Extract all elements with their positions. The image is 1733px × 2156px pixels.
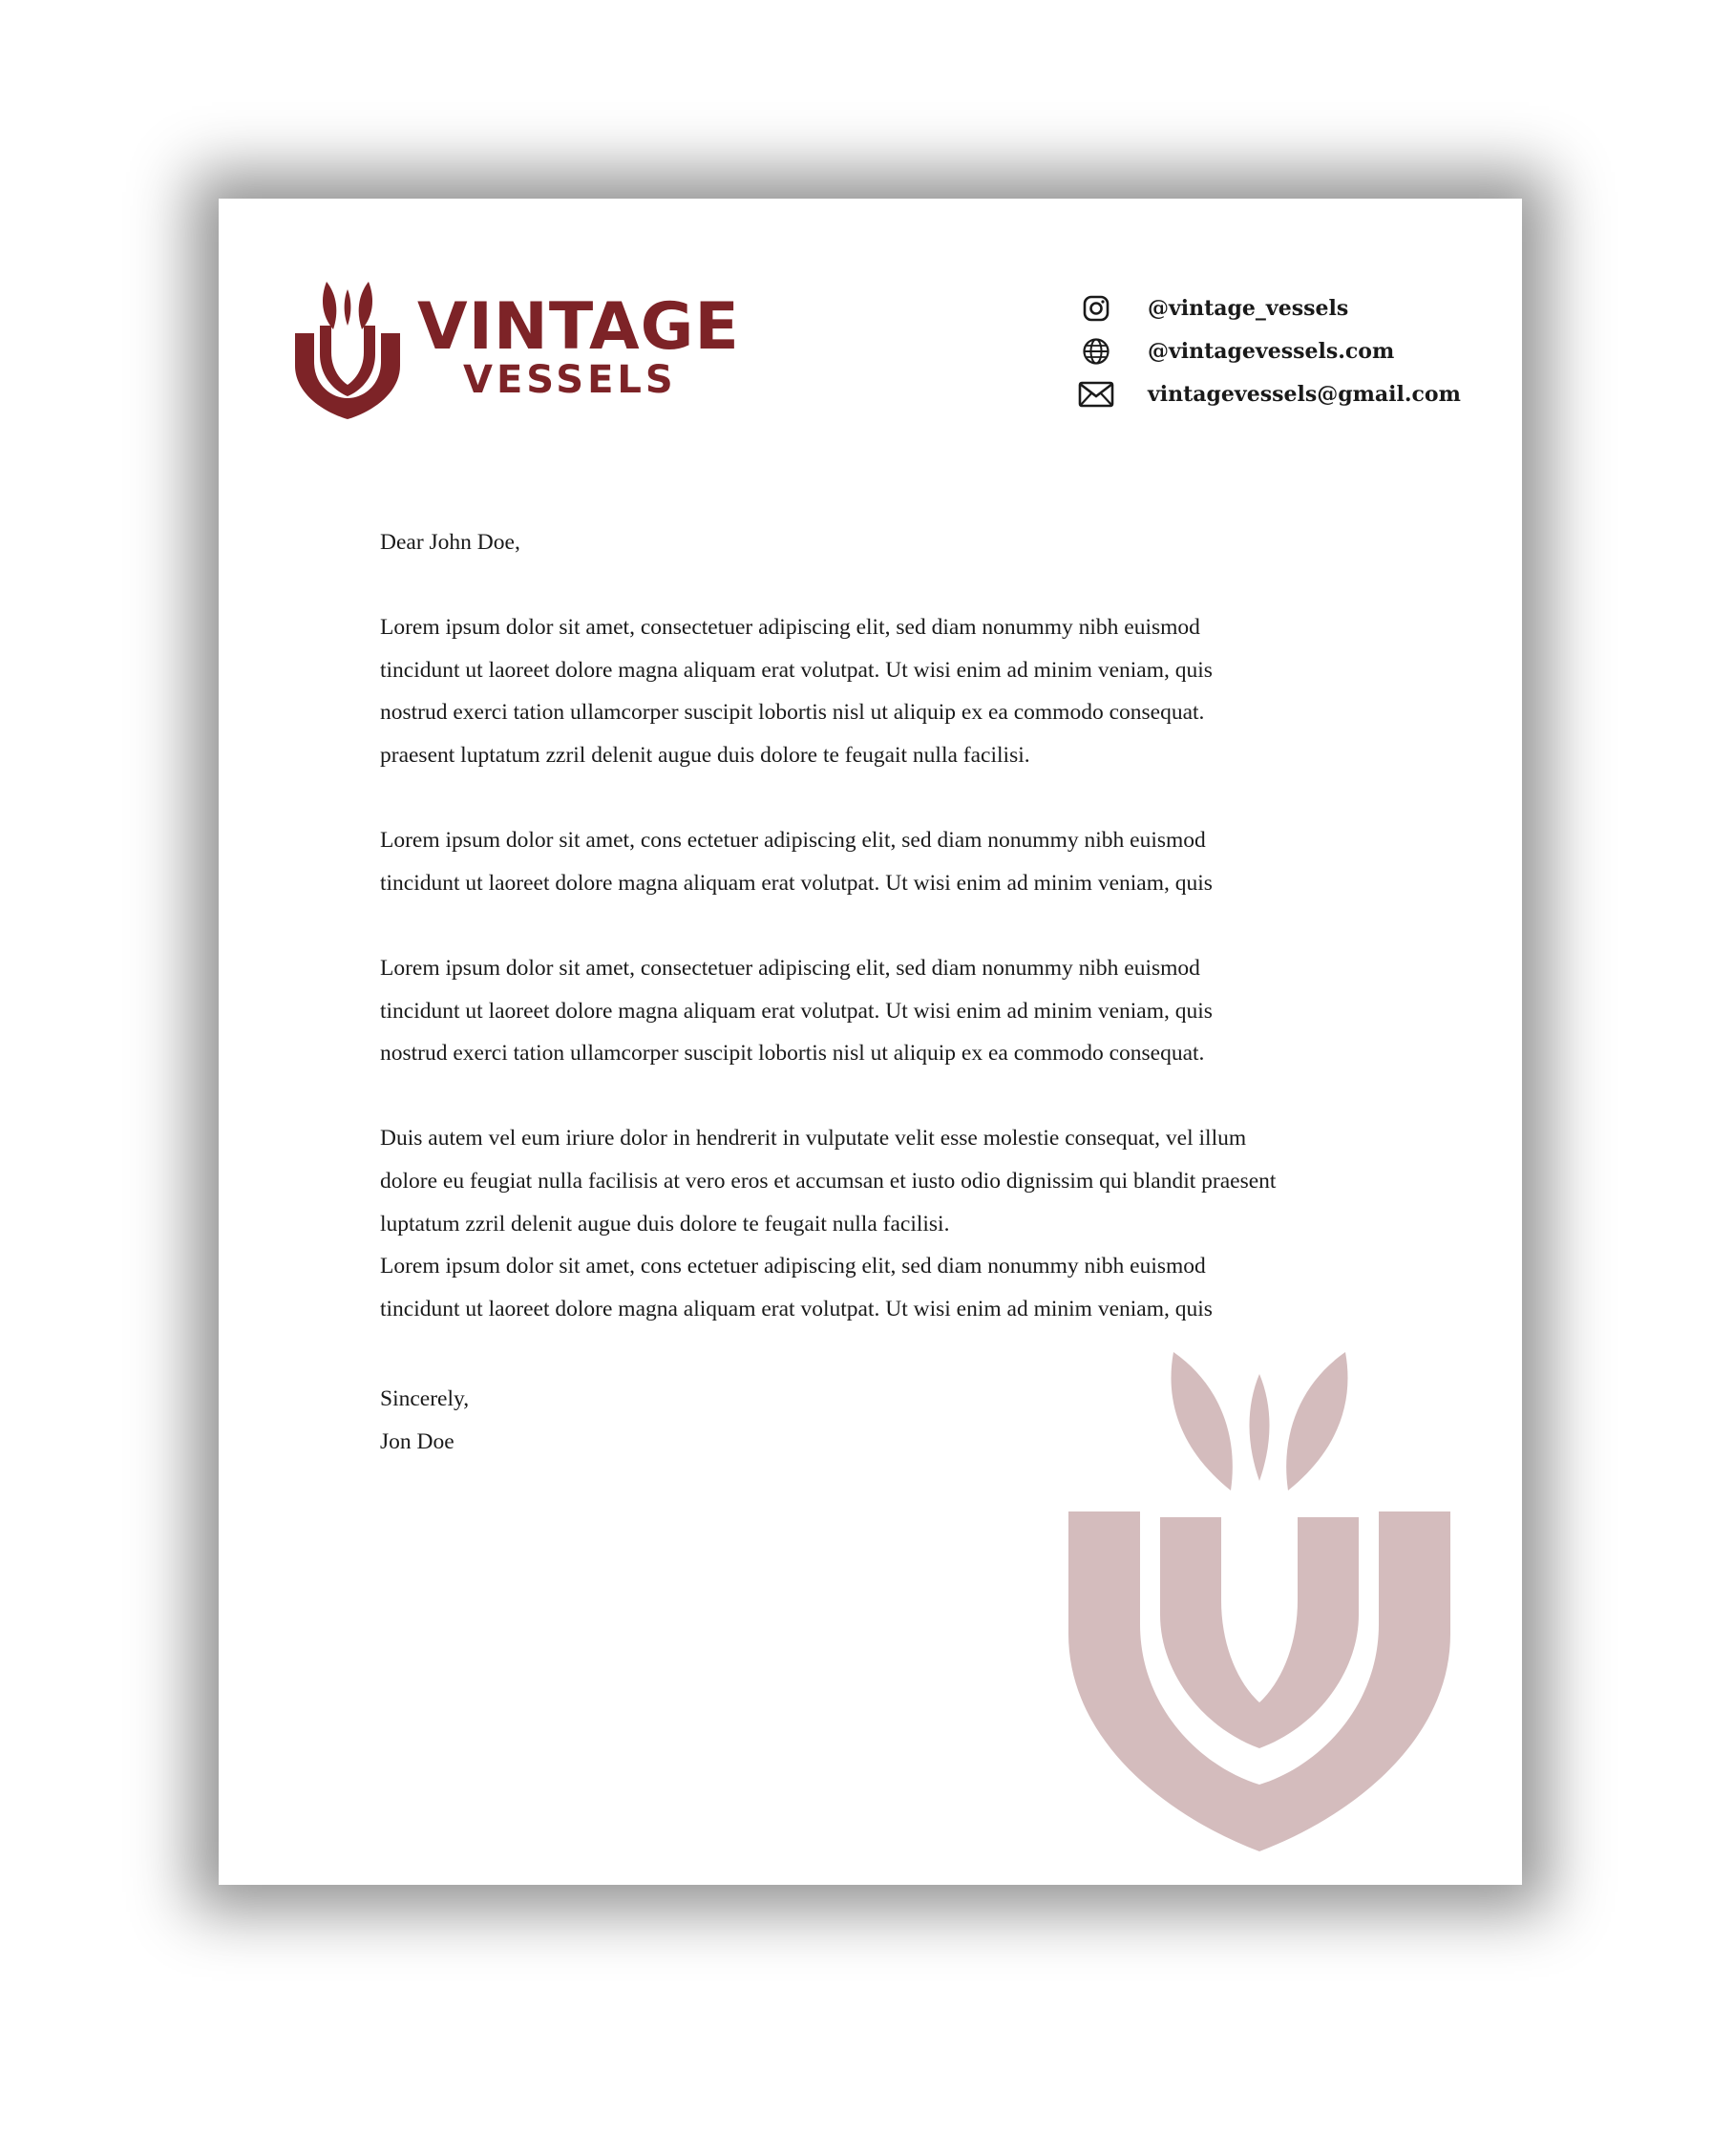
contact-row-email[interactable] <box>1078 372 1498 415</box>
instagram-handle[interactable]: @vintage_vessels <box>1148 295 1349 321</box>
letter-paragraph-4: Duis autem vel eum iriure dolor in hendrerit in vulputate velit esse molestie consequat, vel illum dolore eu feugiat nulla facilisis at vero eros et accumsan et iusto odio dignissim qui blandit praesent luptatum zzril delenit augue duis dolore te feugait nulla facilisi. Lorem ipsum dolor sit amet, cons ectetuer adipiscing elit, sed diam nonummy nibh euismod tincidunt ut laoreet dolore magna aliquam erat volutpat. Ut wisi enim ad minim veniam, quis <box>380 1126 1277 1321</box>
letter-greeting: Dear John Doe, <box>380 530 520 555</box>
contact-info <box>1078 286 1498 415</box>
brand-logo <box>293 270 740 423</box>
globe-icon <box>1078 333 1114 370</box>
letter-body <box>380 521 1411 1463</box>
logo-word-top: VINTAGE <box>417 289 740 365</box>
mail-icon <box>1078 376 1114 412</box>
instagram-icon <box>1078 290 1114 327</box>
contact-row-website[interactable] <box>1078 329 1498 372</box>
letter-paragraph-3: Lorem ipsum dolor sit amet, consectetuer adipiscing elit, sed diam nonummy nibh euismod tincidunt ut laoreet dolore magna aliquam erat volutpat. Ut wisi enim ad minim veniam, quis nostrud exerci tation ullamcorper suscipit lobortis nisl ut aliquip ex ea commodo consequat. <box>380 955 1213 1067</box>
logo-word-bottom: VESSELS <box>463 358 677 402</box>
letter-paragraph-1: Lorem ipsum dolor sit amet, consectetuer adipiscing elit, sed diam nonummy nibh euismod tincidunt ut laoreet dolore magna aliquam erat volutpat. Ut wisi enim ad minim veniam, quis nostrud exerci tation ullamcorper suscipit lobortis nisl ut aliquip ex ea commodo consequat. praesent luptatum zzril delenit augue duis dolore te feugait nulla facilisi. <box>380 615 1213 768</box>
website-link[interactable]: @vintagevessels.com <box>1148 338 1395 364</box>
letter-paragraph-2: Lorem ipsum dolor sit amet, cons ectetuer adipiscing elit, sed diam nonummy nibh euismod tincidunt ut laoreet dolore magna aliquam erat volutpat. Ut wisi enim ad minim veniam, quis <box>380 828 1213 896</box>
email-address[interactable]: vintagevessels@gmail.com <box>1148 381 1461 407</box>
watermark-emblem <box>1068 1347 1450 1863</box>
letterhead-page <box>219 199 1522 1885</box>
letter-signature: Jon Doe <box>380 1428 454 1454</box>
letter-closing: Sincerely, <box>380 1386 470 1412</box>
contact-row-instagram[interactable] <box>1078 286 1498 329</box>
logo-emblem <box>295 282 400 419</box>
